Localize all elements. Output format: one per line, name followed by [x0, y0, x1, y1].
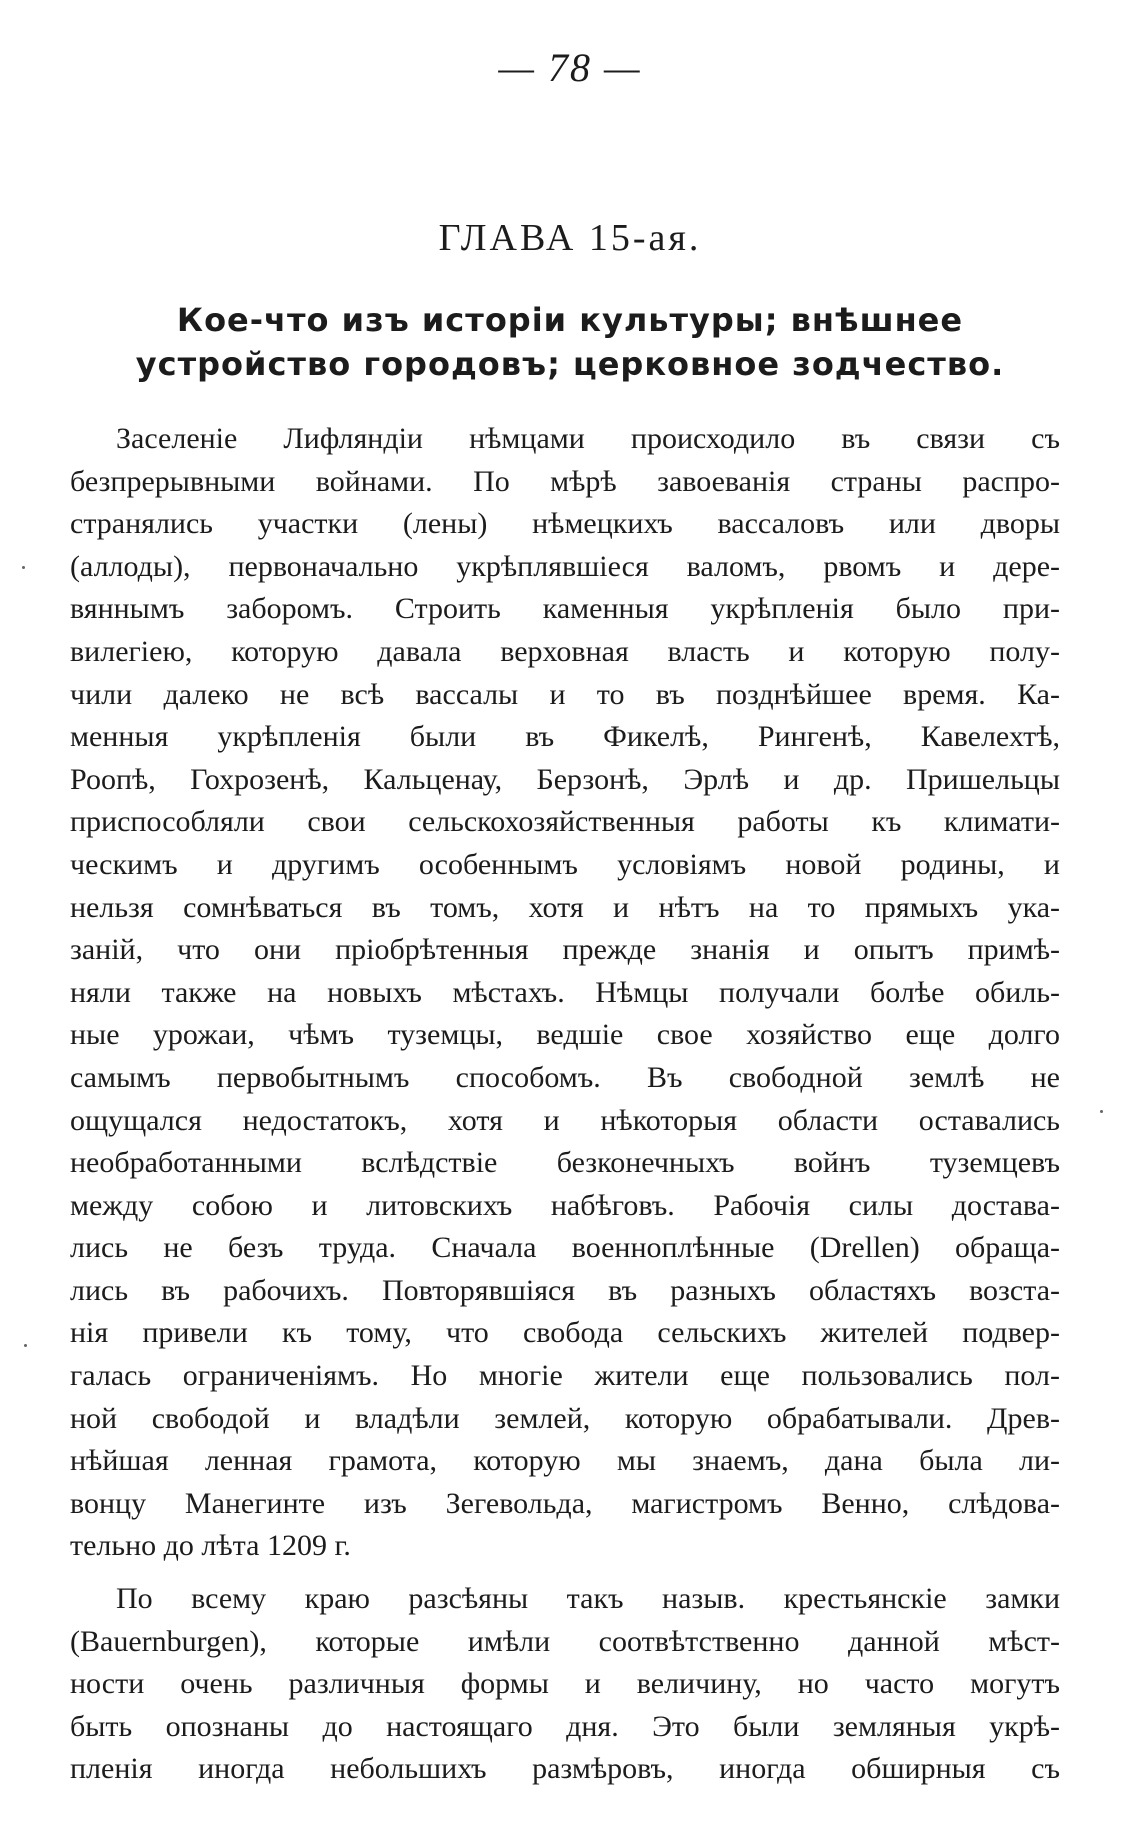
text-line: чили далеко не всѣ вассалы и то въ позднѣйшее время. Ка- [70, 677, 1060, 711]
text-line: (аллоды), первоначально укрѣплявшiеся валомъ, рвомъ и дере- [70, 549, 1060, 583]
text-line: ности очень различныя формы и величину, но часто могутъ [70, 1667, 1060, 1701]
paragraph-1 [70, 418, 1060, 1568]
text-line: пленiя иногда небольшихъ размѣровъ, иногда обширныя съ [70, 1752, 1060, 1786]
text-line: безпрерывными войнами. По мѣрѣ завоеванiя страны распро- [70, 464, 1060, 498]
body-text [70, 418, 1060, 1791]
text-line: тельно до лѣта 1209 г. [70, 1529, 351, 1563]
chapter-title-line: Кое-что изъ исторiи культуры; внѣшнее [176, 301, 964, 339]
page-number: — 78 — [498, 45, 642, 90]
paragraph-2 [70, 1578, 1060, 1791]
chapter-title [96, 298, 1044, 386]
text-line: самымъ первобытнымъ способомъ. Въ свободной землѣ не [70, 1060, 1060, 1094]
chapter-heading: ГЛАВА 15-ая. [438, 217, 702, 259]
text-line: По всему краю разсѣяны такъ назыв. крестьянскiе замки [116, 1582, 1060, 1616]
text-line: необработанными вслѣдствiе безконечныхъ войнъ туземцевъ [70, 1146, 1060, 1180]
text-line: лись не безъ труда. Сначала военноплѣнные (Drellen) обраща- [70, 1231, 1060, 1265]
text-line: приспособляли свои сельскохозяйственныя работы къ климати- [70, 805, 1060, 839]
text-line: нельзя сомнѣваться въ томъ, хотя и нѣтъ на то прямыхъ ука- [70, 890, 1060, 924]
text-line: вонцу Манегинте изъ Зегевольда, магистромъ Венно, слѣдова- [70, 1486, 1060, 1520]
text-line: вяннымъ заборомъ. Строить каменныя укрѣпленiя было при- [70, 592, 1060, 626]
text-line: ной свободой и владѣли землей, которую обрабатывали. Древ- [70, 1401, 1060, 1435]
paragraph-gap [70, 1568, 1060, 1578]
text-line: странялись участки (лены) нѣмецкихъ вассаловъ или дворы [70, 507, 1060, 541]
text-line: занiй, что они прiобрѣтенныя прежде знанiя и опытъ примѣ- [70, 933, 1060, 967]
text-line: нѣйшая ленная грамота, которую мы знаемъ, дана была ли- [70, 1444, 1060, 1478]
text-line: ческимъ и другимъ особеннымъ условiямъ новой родины, и [70, 847, 1060, 881]
scan-speck [1100, 1110, 1103, 1113]
text-line: нiя привели къ тому, что свобода сельскихъ жителей подвер- [70, 1316, 1060, 1350]
text-line: Роопѣ, Гохрозенѣ, Кальценау, Берзонѣ, Эрлѣ и др. Пришельцы [70, 762, 1060, 796]
text-line: ные урожаи, чѣмъ туземцы, ведшiе свое хозяйство еще долго [70, 1018, 1060, 1052]
text-line: (Bauernburgen), которые имѣли соотвѣтственно данной мѣст- [70, 1624, 1060, 1658]
text-line: вилегiею, которую давала верховная власть и которую полу- [70, 634, 1060, 668]
text-line: няли также на новыхъ мѣстахъ. Нѣмцы получали болѣе обиль- [70, 975, 1060, 1009]
scan-speck [24, 1344, 27, 1347]
chapter-title-line: устройство городовъ; церковное зодчество. [135, 345, 1005, 383]
text-line: Заселенiе Лифляндiи нѣмцами происходило въ связи съ [116, 422, 1060, 455]
text-line: галась ограниченiямъ. Но многiе жители еще пользовались пол- [70, 1359, 1060, 1393]
text-line: быть опознаны до настоящаго дня. Это были земляныя укрѣ- [70, 1709, 1060, 1743]
scan-speck [22, 566, 25, 569]
text-line: между собою и литовскихъ набѣговъ. Рабочiя силы достава- [70, 1188, 1060, 1222]
text-line: ощущался недостатокъ, хотя и нѣкоторыя области оставались [70, 1103, 1060, 1137]
text-line: менныя укрѣпленiя были въ Фикелѣ, Рингенѣ, Кавелехтѣ, [70, 720, 1060, 754]
text-line: лись въ рабочихъ. Повторявшiяся въ разныхъ областяхъ возста- [70, 1273, 1060, 1307]
